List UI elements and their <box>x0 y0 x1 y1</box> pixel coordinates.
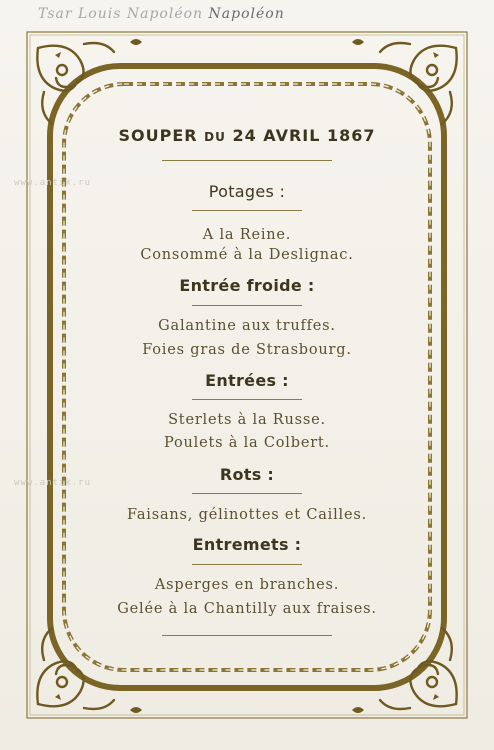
menu-title <box>70 126 424 145</box>
section-heading-potages: Potages : <box>208 182 286 201</box>
dish-item: Sterlets à la Russe. <box>168 412 326 428</box>
closing-separator <box>162 635 332 636</box>
dish-item: Asperges en branches. <box>154 577 340 593</box>
dish-item: Galantine aux truffes. <box>158 318 336 334</box>
watermark-top: www.antik.ru <box>14 178 92 188</box>
section-heading-entrees: Entrées : <box>205 371 289 390</box>
dish-item: Poulets à la Colbert. <box>164 435 330 451</box>
separator <box>192 564 302 565</box>
dish-item: Faisans, gélinottes et Cailles. <box>126 507 368 523</box>
handwriting-word-3: Napoléon <box>208 6 285 22</box>
section-heading-entremets: Entremets : <box>192 535 302 554</box>
dish-item: Gelée à la Chantilly aux fraises. <box>117 601 377 617</box>
handwriting-word-1: Tsar <box>38 6 73 22</box>
section-heading-rots: Rots : <box>219 465 275 484</box>
separator <box>192 399 302 400</box>
separator <box>192 210 302 211</box>
separator <box>192 493 302 494</box>
watermark-middle: www.antik.ru <box>14 478 92 488</box>
handwriting-word-2: Louis Napoléon <box>78 6 204 22</box>
title-du: DU <box>204 130 226 144</box>
dish-item: A la Reine. <box>202 227 292 243</box>
title-separator <box>162 160 332 161</box>
title-souper: SOUPER <box>118 126 198 145</box>
separator <box>192 305 302 306</box>
title-date: 24 AVRIL 1867 <box>232 126 376 145</box>
dish-item: Foies gras de Strasbourg. <box>142 342 352 358</box>
section-heading-entree-froide: Entrée froide : <box>179 276 315 295</box>
dish-item: Consommé à la Deslignac. <box>140 247 354 263</box>
